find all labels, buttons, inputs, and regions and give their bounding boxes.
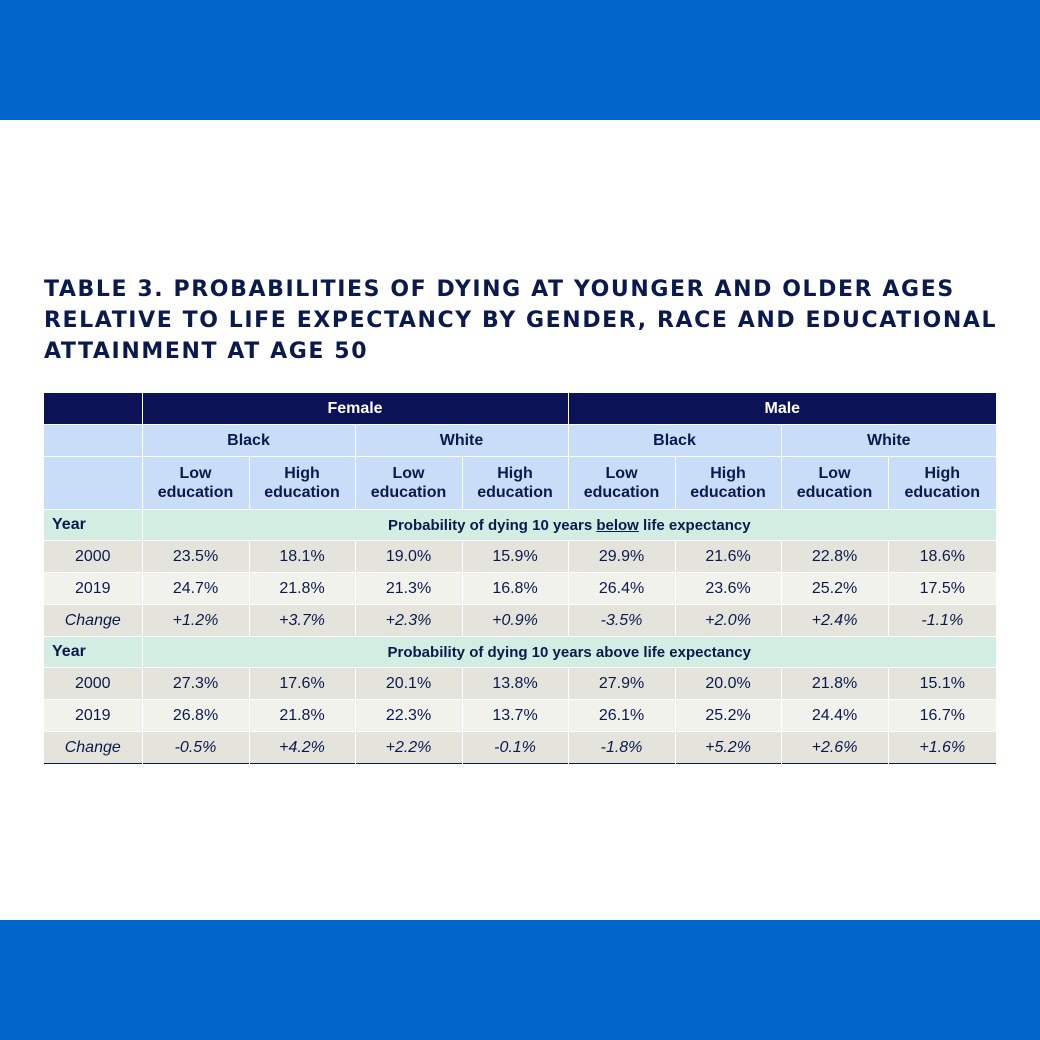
race-header: White bbox=[781, 425, 996, 457]
table-cell: -1.1% bbox=[888, 605, 996, 637]
table-cell: 16.7% bbox=[888, 700, 996, 732]
gender-header-female: Female bbox=[142, 393, 568, 425]
table-cell: +0.9% bbox=[462, 605, 568, 637]
education-word: education bbox=[370, 484, 447, 501]
table-cell: 16.8% bbox=[462, 573, 568, 605]
section-title bbox=[142, 637, 996, 668]
education-word: education bbox=[904, 484, 981, 501]
education-word: education bbox=[796, 484, 873, 501]
table-cell: 21.3% bbox=[355, 573, 462, 605]
section-year-label: Year bbox=[44, 637, 142, 668]
table-cell: 18.1% bbox=[249, 541, 355, 573]
race-header-row bbox=[44, 425, 996, 457]
section-header-row bbox=[44, 510, 996, 541]
table-row bbox=[44, 732, 996, 764]
table-cell: -0.5% bbox=[142, 732, 249, 764]
table-cell: 27.9% bbox=[568, 668, 675, 700]
education-word: education bbox=[583, 484, 660, 501]
table-cell: 19.0% bbox=[355, 541, 462, 573]
table-cell: -1.8% bbox=[568, 732, 675, 764]
education-header bbox=[888, 457, 996, 510]
education-level: High bbox=[284, 465, 320, 482]
table-cell: 13.7% bbox=[462, 700, 568, 732]
table-cell: 29.9% bbox=[568, 541, 675, 573]
table-row bbox=[44, 700, 996, 732]
table-cell: 23.6% bbox=[675, 573, 781, 605]
table-cell: +4.2% bbox=[249, 732, 355, 764]
education-header-row bbox=[44, 457, 996, 510]
table-cell: 25.2% bbox=[675, 700, 781, 732]
race-header: Black bbox=[142, 425, 355, 457]
table-cell: 18.6% bbox=[888, 541, 996, 573]
corner-cell bbox=[44, 425, 142, 457]
table-cell: 22.3% bbox=[355, 700, 462, 732]
section-title-text: Probability of dying 10 years bbox=[387, 516, 597, 534]
table-cell: 17.6% bbox=[249, 668, 355, 700]
education-level: Low bbox=[179, 465, 212, 482]
top-banner bbox=[0, 0, 1040, 120]
table-cell: 27.3% bbox=[142, 668, 249, 700]
table-cell: -3.5% bbox=[568, 605, 675, 637]
education-header bbox=[142, 457, 249, 510]
corner-cell bbox=[44, 393, 142, 425]
section-year-label: Year bbox=[44, 510, 142, 541]
table-cell: +2.4% bbox=[781, 605, 888, 637]
row-label: Change bbox=[44, 605, 142, 637]
table-cell: 24.7% bbox=[142, 573, 249, 605]
education-header bbox=[355, 457, 462, 510]
table-cell: -0.1% bbox=[462, 732, 568, 764]
row-label: 2019 bbox=[44, 700, 142, 732]
table-cell: 21.8% bbox=[249, 573, 355, 605]
table-cell: 21.8% bbox=[249, 700, 355, 732]
table-row bbox=[44, 541, 996, 573]
table-cell: 25.2% bbox=[781, 573, 888, 605]
table-cell: +2.3% bbox=[355, 605, 462, 637]
education-header bbox=[462, 457, 568, 510]
education-level: Low bbox=[605, 465, 638, 482]
table-cell: 24.4% bbox=[781, 700, 888, 732]
gender-header-male: Male bbox=[568, 393, 996, 425]
section-title-text: life expectancy bbox=[638, 516, 751, 534]
education-level: Low bbox=[818, 465, 851, 482]
table-title: TABLE 3. PROBABILITIES OF DYING AT YOUNGER AND OLDER AGES RELATIVE TO LIFE EXPECTANCY BY GENDER, RACE AND EDUCATIONAL ATTAINMENT AT AGE 50 bbox=[44, 277, 998, 364]
table-cell: +2.0% bbox=[675, 605, 781, 637]
section-title-emphasis: below bbox=[596, 516, 639, 534]
education-level: High bbox=[924, 465, 961, 482]
education-word: education bbox=[690, 484, 766, 501]
education-header bbox=[675, 457, 781, 510]
education-header bbox=[781, 457, 888, 510]
table-cell: 23.5% bbox=[142, 541, 249, 573]
table-cell: 21.8% bbox=[781, 668, 888, 700]
education-header bbox=[249, 457, 355, 510]
table-row bbox=[44, 605, 996, 637]
table-cell: 15.1% bbox=[888, 668, 996, 700]
table-cell: 15.9% bbox=[462, 541, 568, 573]
education-word: education bbox=[157, 484, 234, 501]
education-word: education bbox=[477, 484, 553, 501]
education-header bbox=[568, 457, 675, 510]
table-cell: 26.8% bbox=[142, 700, 249, 732]
education-word: education bbox=[264, 484, 340, 501]
table-row bbox=[44, 668, 996, 700]
row-label: 2000 bbox=[44, 668, 142, 700]
education-level: High bbox=[497, 465, 533, 482]
table-cell: +2.6% bbox=[781, 732, 888, 764]
table-cell: 22.8% bbox=[781, 541, 888, 573]
bottom-banner bbox=[0, 920, 1040, 1040]
row-label: 2019 bbox=[44, 573, 142, 605]
gender-header-row bbox=[44, 393, 996, 425]
table-cell: +1.2% bbox=[142, 605, 249, 637]
table-row bbox=[44, 573, 996, 605]
table-cell: 13.8% bbox=[462, 668, 568, 700]
race-header: Black bbox=[568, 425, 781, 457]
table-cell: +2.2% bbox=[355, 732, 462, 764]
table-body bbox=[44, 510, 996, 764]
table-cell: 26.1% bbox=[568, 700, 675, 732]
table-cell: 21.6% bbox=[675, 541, 781, 573]
table-cell: 26.4% bbox=[568, 573, 675, 605]
table-cell: 20.0% bbox=[675, 668, 781, 700]
section-title bbox=[142, 510, 996, 541]
education-level: Low bbox=[392, 465, 425, 482]
row-label: 2000 bbox=[44, 541, 142, 573]
table-cell: +3.7% bbox=[249, 605, 355, 637]
race-header: White bbox=[355, 425, 568, 457]
table-cell: +1.6% bbox=[888, 732, 996, 764]
table-cell: +5.2% bbox=[675, 732, 781, 764]
row-label: Change bbox=[44, 732, 142, 764]
section-title-text: Probability of dying 10 years above life expectancy bbox=[387, 643, 751, 661]
table-cell: 17.5% bbox=[888, 573, 996, 605]
section-header-row bbox=[44, 637, 996, 668]
corner-cell bbox=[44, 457, 142, 510]
table-cell: 20.1% bbox=[355, 668, 462, 700]
education-level: High bbox=[710, 465, 746, 482]
data-table bbox=[44, 393, 996, 764]
